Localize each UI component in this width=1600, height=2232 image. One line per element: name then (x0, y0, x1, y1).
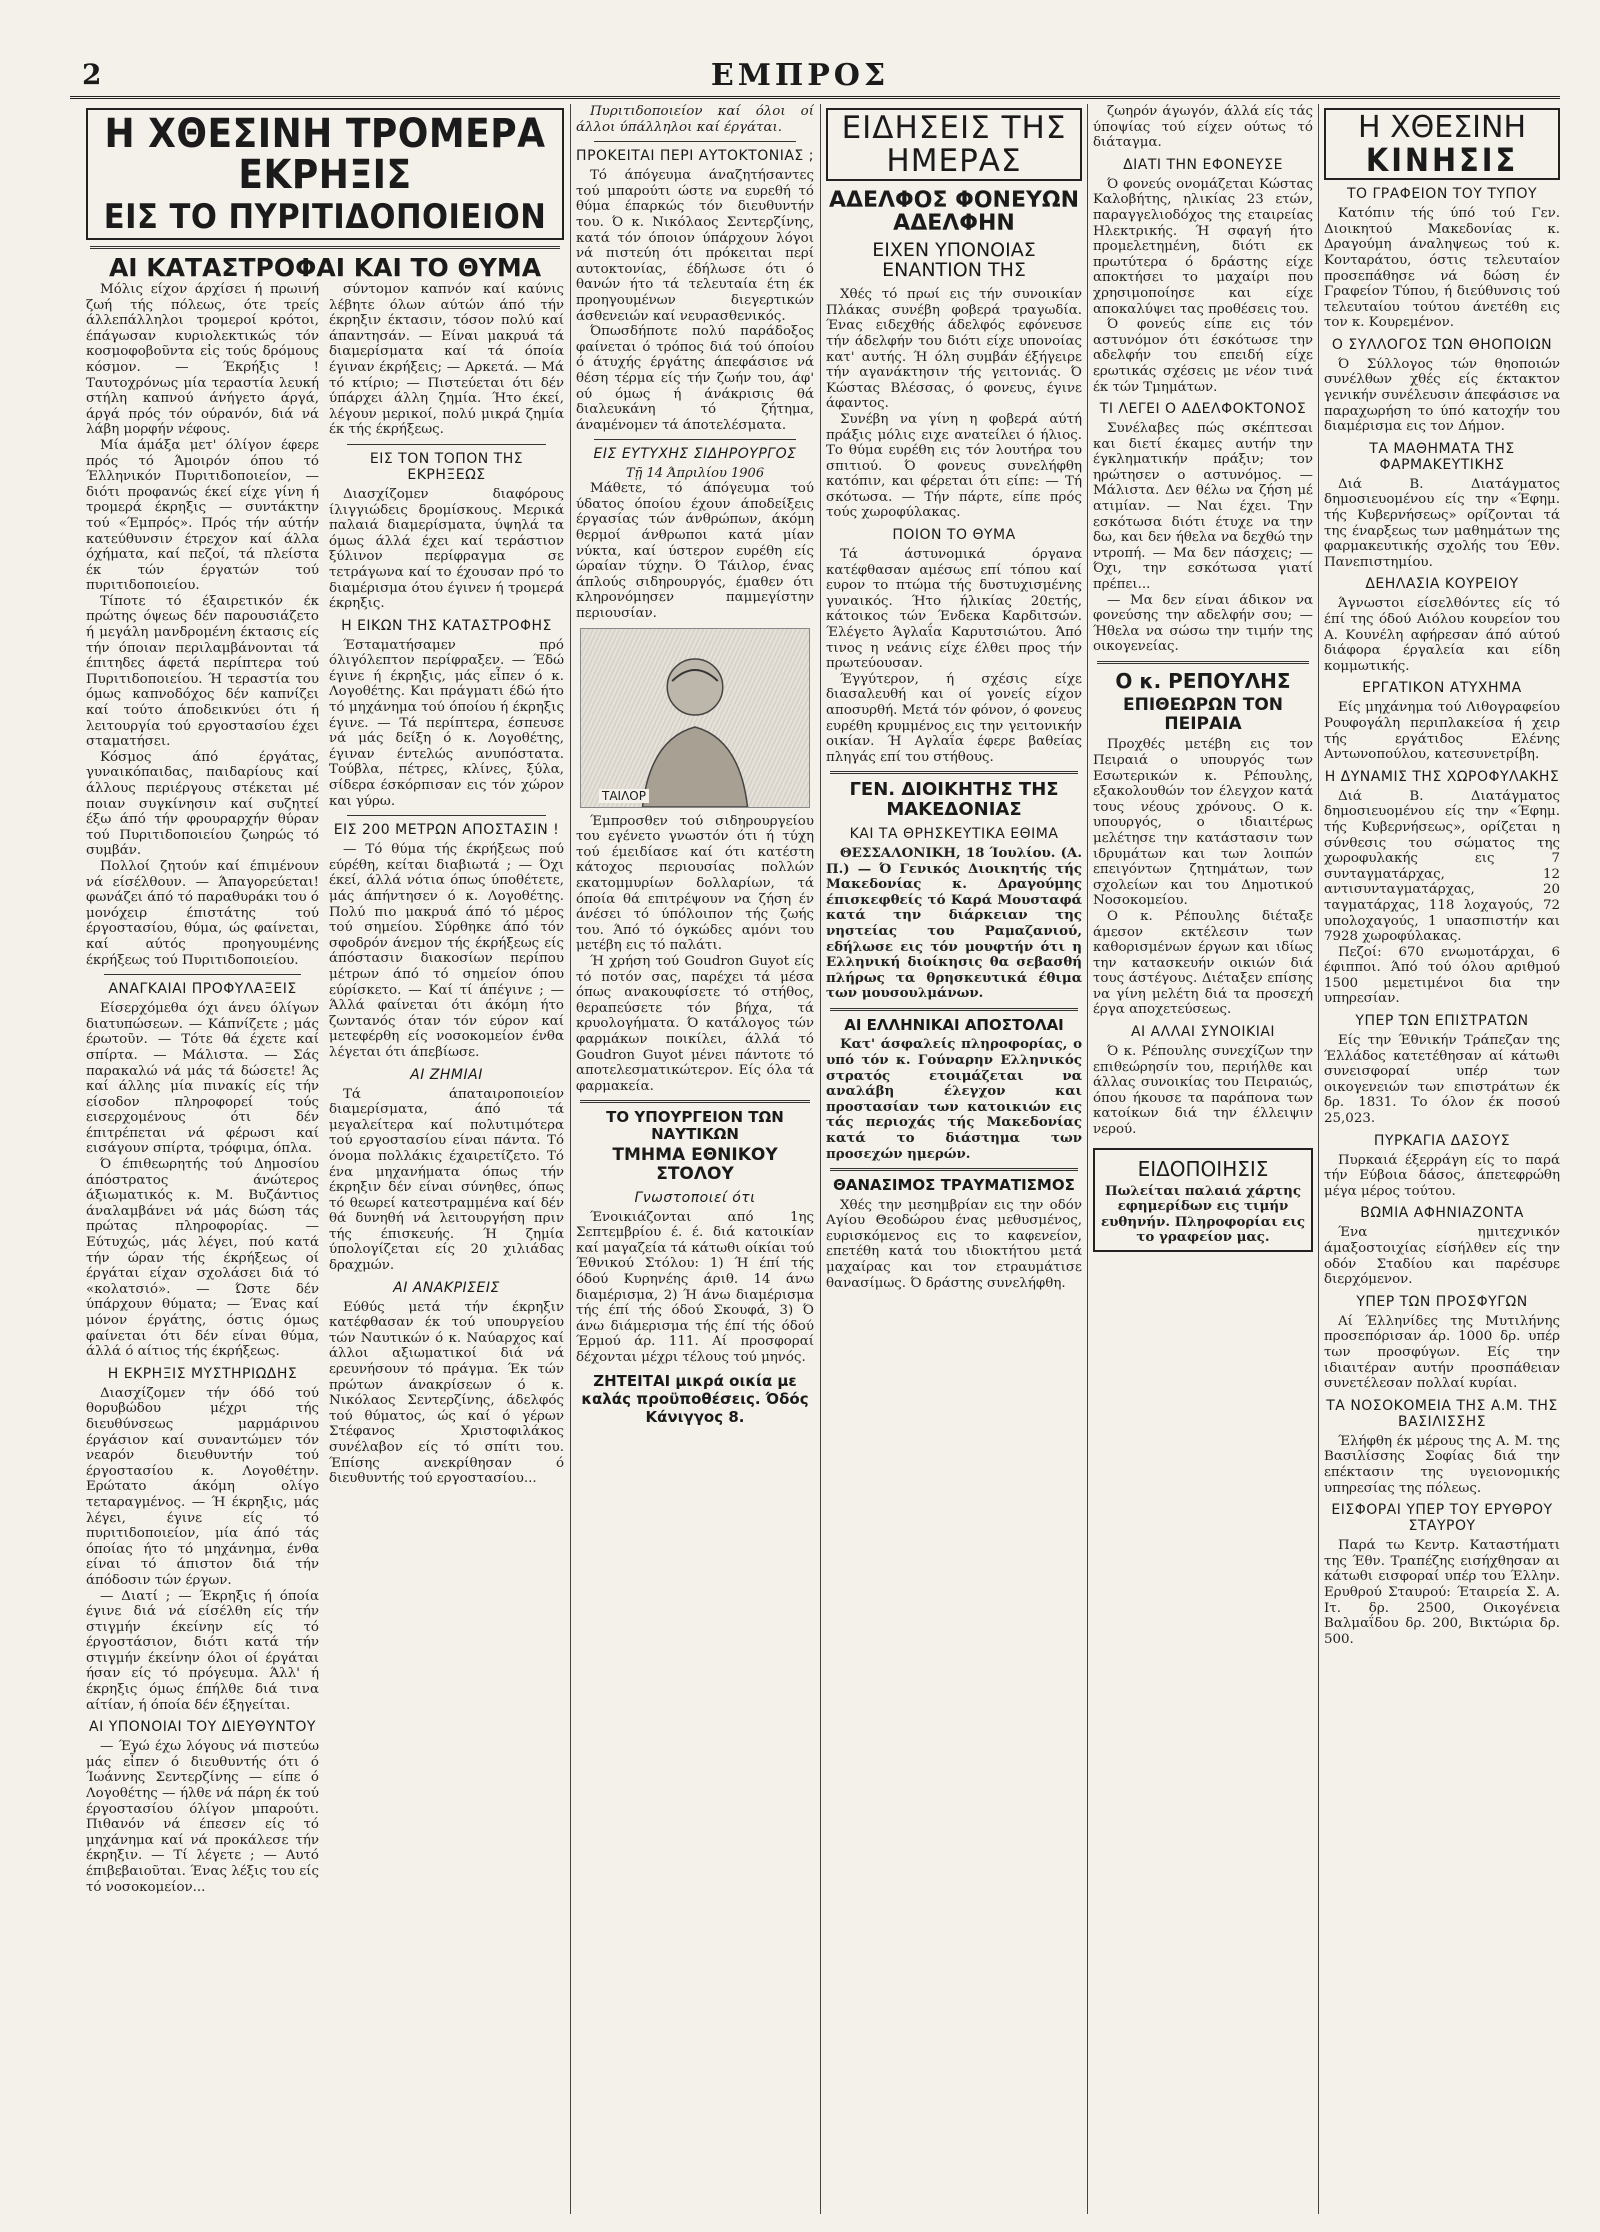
subheading: ΠΟΙΟΝ ΤΟ ΘΥΜΑ (892, 527, 1016, 544)
article-paragraph: Ό φονεύς είπε εις τόν αστυνόμον ότι έσκότωσε την αδελφήν του επειδή είχε ερωτικάς σχέσεις με νέον τινά έκ τών Τμημάτων. (1093, 317, 1313, 395)
section-rule (830, 1008, 1078, 1011)
article-paragraph: Τά άπαταιροποιείον διαμερίσματα, άπό τά μεγαλείτερα καί πολυτιμότερα τού εργοστασίου είναι πάντα. Τό όνομα πολλάκις έχαιρετίζετο. Τό ένα μηχανήματα όπως τήν έκρηξιν δέν είναι σύνηθες, όπως τό θεωρεί κατεστραμμένα καί δέν θά δυνηθή νά λειτουργήση πριν τής έπισκευής. Ή ζημία ύπολογίζεται είς 20 χιλιάδας δραχμών. (329, 1086, 564, 1274)
subheading: Ο ΣΥΛΛΟΓΟΣ ΤΩΝ ΘΗΟΠΟΙΩΝ (1331, 336, 1553, 353)
article-paragraph: ζωηρόν άγωγόν, άλλά είς τάς ύποψίας τού είχεν ούτως τό διάταγμα. (1093, 104, 1313, 151)
article-paragraph: Προχθές μετέβη εις τον Πειραιά ο υπουργός των Εσωτερικών κ. Ρέπουλης, εξακολουθών τον έλεγχον κατά τους νέους χρόνους. Ο κ. υπουργός, ο ιδιαιτέρως μελέτησε την κατάστασιν των ιδρυμάτων και των λοιπών επειγόντων ζητημάτων, των σχολείων και του Δημοτικού Νοσοκομείου. (1093, 737, 1313, 909)
subheading: Η ΔΥΝΑΜΙΣ ΤΗΣ ΧΩΡΟΦΥΛΑΚΗΣ (1324, 768, 1560, 785)
subheading: ΕΙΣ ΕΥΤΥΧΗΣ ΣΙΔΗΡΟΥΡΓΟΣ (593, 446, 797, 463)
subheading: ΓΕΝ. ΔΙΟΙΚΗΤΗΣ ΤΗΣ ΜΑΚΕΔΟΝΙΑΣ (849, 779, 1059, 821)
subheading: ΥΠΕΡ ΤΩΝ ΕΠΙΣΤΡΑΤΩΝ (1355, 1013, 1529, 1030)
subheading: ΚΑΙ ΤΑ ΘΡΗΣΚΕΥΤΙΚΑ ΕΘΙΜΑ (849, 825, 1059, 842)
article-paragraph: Ό κ. Ρέπουλης συνεχίζων την επιθεώρησίν του, περιήλθε και άλλας συνοικίας του Πειραιώς, όπου ήκουσε τα παράπονα των κατοίκων διά την έλλειψιν νερού. (1093, 1044, 1313, 1138)
subheading: ΕΡΓΑΤΙΚΟΝ ΑΤΥΧΗΜΑ (1362, 680, 1522, 697)
article-paragraph: Κατόπιν τής ύπό τού Γεν. Διοικητού Μακεδονίας κ. Δραγούμη άναληψεως τού κ. Κονταράτου, όστις τελευταίον προσεπάθησε νά δώση έν Γραφείον Τύπου, ή διεύθυνσις τού τελευταίου τούτου άνετέθη εις τον κ. Κουρεμένον. (1324, 206, 1560, 331)
lead-headline: Η ΧΘΕΣΙΝΗ ΤΡΟΜΕΡΑ ΕΚΡΗΞΙΣ (104, 111, 546, 198)
article-paragraph: Έσταματήσαμεν πρό όλιγόλεπτον περίφραξεν. — Έδώ έγινε ή έκρηξις, μάς εἶπεν ό κ. Λογοθέτης. Και πράγματι έδώ ήτο τό μηχάνημα τού όποίου ή έκρηξις έγινε. — Τά περίπτερα, έσπευσε νά μάς δείξη ό κ. Λογοθέτης, έγιναν έντελώς ανυπόστατα. Τούβλα, πέτρες, κλίνες, ξύλα, σίδερα έσκόρπισαν εις τόν χώρον και γύρω. (329, 637, 564, 809)
subheading: ΕΙΣ ΤΟΝ ΤΟΠΟΝ ΤΗΣ ΕΚΡΗΞΕΩΣ (369, 450, 524, 483)
article-paragraph: Τίποτε τό έξαιρετικόν έκ πρώτης όψεως δέν παρουσιάζετο ή μεγάλη μανδρομένη έκτασις είς τήν όποιαν περιλαμβάνονται τά έπιτηδες άφετά περίπτερα τού Πυριτιδοποιείου. Ή τεραστία του όμως καπνοδόχος δέν καπνίζει καί τούτο άποδεικνύει ότι ή λειτουργία τού εργοστασίου έχει σταματήσει. (86, 593, 319, 750)
story-headline: ΑΔΕΛΦΟΣ ΦΟΝΕΥΩΝ ΑΔΕΛΦΗΝ (828, 188, 1080, 237)
column-separator (570, 104, 571, 2214)
lead-deck: ΑΙ ΚΑΤΑΣΤΡΟΦΑΙ ΚΑΙ ΤΟ ΘΥΜΑ (108, 253, 542, 283)
article-paragraph: Χθές τό πρωί εις τήν συνοικίαν Πλάκας συνέβη φοβερά τραγωδία. Ένας ειδεχθής άδελφός εφόνευσε τήν άδελφήν του διότι είχε υπονοίας κατ' αυτής. Ή όλη συμβάν έξήγειρε τήν αγανάκτησιν τής γειτονιάς. Ό Κώστας Βλέσσας, ό φονευς, έγινε άφαντος. (826, 287, 1082, 412)
article-paragraph: Παρά τω Κεντρ. Καταστήματι της Έθν. Τραπέζης εισήχθησαν αι κάτωθι εισφοραί υπέρ του Έλλην. Ερυθρού Σταυρού: Έταιρεία Σ. Α. Ιτ. δρ. 2500, Οικογένεια Βαλμαΐδου δρ. 200, Βικτώρια δρ. 500. (1324, 1538, 1560, 1647)
subheading: ΑΙ ΑΝΑΚΡΙΣΕΙΣ (393, 1279, 500, 1296)
article-paragraph: Κόσμος άπό έργάτας, γυναικόπαιδας, παιδαρίους καί άλλους περιέργους στέκεται μέ ποιαν συγκίνησιν καί συζητεί έξω άπό τήν φρουραρχήν θύραν τού Πυριτιδοποιείου ζωηρώς τό συμβάν. (86, 749, 319, 859)
article-paragraph: Πυριτιδοποιείον καί όλοι οί άλλοι ύπάλληλοι καί έργάται. (576, 104, 814, 135)
subheading: Ο κ. ΡΕΠΟΥΛΗΣ (1115, 669, 1291, 693)
section-rule (830, 1168, 1078, 1171)
figure-caption: ΤΑΙΛΟΡ (599, 789, 649, 803)
subheading: Η ΕΚΡΗΞΙΣ ΜΥΣΤΗΡΙΩΔΗΣ (107, 1365, 298, 1382)
article-paragraph: Ο κ. Ρέπουλης διέταξε άμεσον εκτέλεσιν των καθορισμένων έργων και ιδίως την κατασκευήν οικιών διά τους άστέγους. Διέταξεν επίσης να γίνη μελέτη διά τα προσεχή έργα αποχετεύσεως. (1093, 908, 1313, 1018)
column-6-header (1324, 108, 1560, 180)
dateline: Τῇ 14 Άπριλίου 1906 (625, 466, 765, 482)
article-paragraph: Συνέλαβες πώς σκέπτεσαι και διετί έκαμες αυτήν την έγκληματικήν πράξιν; τον ηρώτησεν ο αστυνόμος. — Μάλιστα. Δεν θέλω να ζήση μέ ατιμίαν. — Ναι έχει. Την εσκότωσα διότι έτυχε να την δω, και δεν ήθελα να δεχθώ την ντροπή. — Μα δεν πάσχεις; — Όχι, την εσκότωσα γιατί πρέπει... (1093, 421, 1313, 593)
subheading: Γνωστοποιεί ότι (634, 1189, 756, 1206)
subheading: ΤΜΗΜΑ ΕΘΝΙΚΟΥ ΣΤΟΛΟΥ (612, 1145, 778, 1184)
portrait-illustration (580, 628, 810, 808)
subheading: ΤΟ ΓΡΑΦΕΙΟΝ ΤΟΥ ΤΥΠΟΥ (1346, 186, 1538, 203)
portrait-drawing (581, 629, 809, 807)
section-rule (594, 439, 796, 440)
subheading: ΔΙΑΤΙ ΤΗΝ ΕΦΟΝΕΥΣΕ (1123, 156, 1283, 173)
lead-subheadline: ΕΙΣ ΤΟ ΠΥΡΙΤΙΔΟΠΟΙΕΙΟΝ (103, 196, 547, 237)
section-rule (347, 815, 546, 816)
column-6 (1324, 104, 1560, 2214)
article-paragraph: Πυρκαιά έξερράγη είς το παρά τήν Εύβοια δάσος, άπετεφρώθη μέγα μέρος τούτου. (1324, 1152, 1560, 1199)
article-paragraph: Έμπροσθεν τού σιδηρουργείου του εγένετο γνωστόν ότι ή τύχη τού έμειδίασε καί ότι κατέστη κάτοχος περιουσίας πολλών εκατομμυρίων δολλαρίων, τά όποία θά επιτρέψουν να ζήση έν άνέσει τό ύπόλοιπον τής ζωής του. Άπό τό όγκώδες αμόνι του μετέβη εις τό παλάτι. (576, 813, 814, 954)
article-paragraph: Άγνωστοι είσελθόντες είς τό έπί της όδού Αιόλου κουρείον του Α. Κουνέλη αφήρεσαν άπό αύτού διάφορα έργαλεία και είδη κομμωτικής. (1324, 596, 1560, 674)
section-rule (580, 1100, 810, 1103)
section-rule (104, 974, 301, 975)
article-paragraph: Μάθετε, τό άπόγευμα τού ύδατος όποίου έχουν άποδείξεις έργασίας τών άνθρώπων, άκόμη θερμοί άνθρωποι κατά μίαν νύκτα, καί ύστερον ευρέθη είς ώραίαν τύχην. Ό Τάιλορ, ένας άπλούς σιδηρουργός, έμαθεν ότι κληρονόμησεν παμμεγίστην περιουσίαν. (576, 481, 814, 622)
article-paragraph: Έλήφθη έκ μέρους της Α. Μ. της Βασιλίσσης Σοφίας διά την επέκτασιν της υγειονομικής υπηρεσίας της πόλεως. (1324, 1433, 1560, 1496)
subheading: ΘΑΝΑΣΙΜΟΣ ΤΡΑΥΜΑΤΙΣΜΟΣ (833, 1176, 1075, 1195)
column-1 (86, 282, 319, 2214)
page-number: 2 (82, 58, 102, 91)
notice-text: Πωλείται παλαιά χάρτης εφημερίδων εις τιμήν ευθηνήν. Πληροφορίαι εις το γραφείον μας. (1101, 1182, 1305, 1246)
column-6-subtitle: ΚΙΝΗΣΙΣ (1365, 140, 1519, 179)
subheading: Η ΕΙΚΩΝ ΤΗΣ ΚΑΤΑΣΤΡΟΦΗΣ (341, 617, 552, 634)
article-paragraph: Μία άμάξα μετ' όλίγον έφερε πρός τό Άμοιρόν όπου τό Έλληνικόν Πυριτιδοποιείον, — διότι προφανώς έκεί είχε γίνη ή τρομερά έκρηξις — συντάκτην τού «Έμπρός». Πρός τήν αύτήν κατεύθυνσιν έτρεχον καί άλλα όχήματα, καί πεζοί, τά πλείστα έκ τών έργατών τού πυριτιδοποιείου. (86, 437, 319, 594)
article-paragraph: Τό άπόγευμα άναζητήσαντες τού μπαρούτι ώστε να ευρεθή τό θύμα έπαρκώς τόν διευθυντήν του. Ό κ. Νικόλαος Σεντερζίνης, κατά τόν όποιον ύπάρχουν λόγοι νά πιστεύη ότι πρόκειται περί αυτοκτονίας, έδήλωσε ότι ό θανών ήτο τά τελευταία έτη έκ προηγουμένων διεγερτικών άσθενειών καί νευρασθενικός. (576, 168, 814, 324)
notice-title: ΕΙΔΟΠΟΙΗΣΙΣ (1137, 1156, 1269, 1181)
article-paragraph: Διασχίζομεν τήν όδό τού θορυβώδου μέχρι τής διευθύνσεως μαρμάρινου έργάσιον καί συναντώμεν τόν νεαρόν διευθυντήν τού έργοστασίου κ. Λογοθέτην. Ερώτατο άκόμη ολίγο τεταραγμένος. — Ή έκρηξις, μάς λέγει, έγινε είς τό πυριτιδοποιείον, μία άπό τάς όποίας ήτο τό μηχάνημα, ένθα είναι τό άπιστον διά τήν άπόδοσιν τών έργων. (86, 1385, 319, 1588)
header-rule (70, 96, 1560, 99)
article-paragraph: — Έγώ έχω λόγους νά πιστεύω μάς εἶπεν ό διευθυντής ότι ό Ίωάννης Σεντερζίνης — είπε ό Λογοθέτης — ήλθε νά πάρη έκ τού έργοστασίου όλίγον μπαρούτι. Πιθανόν νά έπεσεν είς τό μηχάνημα καί νά προκάλεσε τήν έκρηξιν. — Τί λέγετε ; — Αυτό έπιβεβαιοῦται. Ένας λέξις του είς τό νοσοκομείον... (86, 1739, 319, 1895)
article-paragraph: — Διατί ; — Έκρηξις ή όποία έγινε διά νά είσέλθη είς τήν στιγμήν έκείνην είς τό έργοστάσιον, διότι κατά τήν στιγμήν έκείνην όλοι οί έργάται ήσαν είς τό πρόγευμα. Άλλ' ή έκρηξις όμως έπήλθε διά τινα αίτίαν, ή όποία δέν έξηγείται. (86, 1588, 319, 1713)
article-paragraph: ΘΕΣΣΑΛΟΝΙΚΗ, 18 Ίουλίου. (Α. Π.) — Ό Γενικός Διοικητής τής Μακεδονίας κ. Δραγούμης έπισκεφθείς τό Καρά Μουσταφά κατά την διάρκειαν της νηστείας του Ραμαζανιού, εδήλωσε εις τόν μουφτήν ότι η Ελληνική διοίκησις θα σεβασθή πλήρως τα θρησκευτικά έθιμα των μουσουλμάνων. (826, 844, 1082, 1002)
column-4 (826, 104, 1082, 2214)
article-paragraph: Ό φονεύς ονομάζεται Κώστας Καλοβήτης, ηλικίας 23 ετών, παραγγελιοδόχος της εταιρείας Ηλεκτρικής. Ή σφαγή ήτο προμελετημένη, διότι εκ πρωτύτερα ό δράστης είχε αποκτήσει το μαχαίρι που χρησιμοποίησε και είχε αποκαλύψει τας προθέσεις του. (1093, 176, 1313, 317)
article-paragraph: Κατ' άσφαλείς πληροφορίας, ο υπό τόν κ. Γούναρην Ελληνικός στρατός ετοιμάζεται να αναλάβη έλεγχον και προστασίαν των κατοικιών εις τάς περιοχάς τής Μακεδονίας κατά το διάστημα των προσεχών ημερών. (826, 1036, 1082, 1162)
article-paragraph: Όπωσδήποτε πολύ παράδοξος φαίνεται ό τρόπος διά τού όποίου ό άτυχής έργάτης άπεφάσισε νά θέση τέρμα είς τήν ζωήν του, άφ' ού όμως ή άνάκρισις θά διαλευκάνη τό ζήτημα, άναμένομεν τά άποτελέσματα. (576, 324, 814, 433)
notice-box (1093, 1148, 1313, 1252)
article-paragraph: — Τό θύμα τής έκρήξεως πού εύρέθη, κείται διαβιωτά ; — Όχι έκεί, άλλά νότια όπως ύποθέτετε, μάς άπήντησεν ό κ. Λογοθέτης. Πολύ πιο μακρυά άπό τό μέρος τού σημείου. Σύρθηκε άπό τόν σφοδρόν άνεμον τής έκρήξεως είς άπόστασιν διακοσίων περίπου μέτρων άπό τό σημείον όπου εύρίσκετο. — Καί τί άπέγινε ; — Άλλά φαίνεται ότι άκόμη ήτο ζωντανός όταν τόν εύρον καί μετεφέρθη είς νοσοκομείον ένθα λέγεται ότι άπεβίωσε. (329, 842, 564, 1060)
article-paragraph: σύντομον καπνόν καί καύνις λέβητε όλων αύτών άπό τήν έκρηξιν έκτασιν, τόσον πολύ καί άπαντησάν. — Είναι μακρυά τά διαμερίσματα καί τά όποία έγιναν έκρήξεις; — Αρκετά. — Μά τό κτίριο; — Πιστεύεται ότι δέν ύπάρχει άλλη ζημία. Ήτο έκεί, λέγουν μερικοί, πολύ μικρά ζημία έκ τής έκρήξεως. (329, 282, 564, 438)
article-paragraph: Είς την Έθνικήν Τράπεζαν της Έλλάδος κατετέθησαν αί κάτωθι συνεισφοραί υπέρ των οικογενειών των επιστράτων έκ δρ. 1831. Το όλον έκ ποσού 25,023. (1324, 1033, 1560, 1127)
article-paragraph: Ό έπιθεωρητής τού Δημοσίου άπόστρατος άνώτερος άξιωματικός κ. Μ. Βυζάντιος άναλαμβάνει νά μάς δώση τάς πρώτας πληροφορίας. — Εύτυχώς, μάς λέγει, πού κατά τήν ώραν τής έκρήξεως οί έργάται είχαν σχολάσει διά τό «κολατσιό». — Ώστε δέν ύπάρχουν θύματα; — Ένας καί μόνον έργάτης, όστις όμως φαίνεται ότι δέν είναι θύμα, άλλά ό αίτιος τής έκρήξεως. (86, 1157, 319, 1360)
subheading: ΤΙ ΛΕΓΕΙ Ο ΑΔΕΛΦΟΚΤΟΝΟΣ (1099, 401, 1307, 418)
subheading: ΑΝΑΓΚΑΙΑΙ ΠΡΟΦΥΛΑΞΕΙΣ (108, 981, 297, 998)
column-3 (576, 104, 814, 2214)
section-rule (347, 444, 546, 445)
subheading: ΤΟ ΥΠΟΥΡΓΕΙΟΝ ΤΩΝ ΝΑΥΤΙΚΩΝ (606, 1108, 784, 1143)
subheading: ΕΠΙΘΕΩΡΩΝ ΤΟΝ ΠΕΙΡΑΙΑ (1122, 695, 1283, 734)
subheading: ΠΥΡΚΑΓΙΑ ΔΑΣΟΥΣ (1373, 1132, 1511, 1149)
article-paragraph: Πολλοί ζητούν καί έπιμένουν νά είσέλθουν. — Άπαγορεύεται! φωνάζει άπό τό παραθυράκι του ό μονόχειρ έπιστάτης τού έργοστασίου, θύμα, ώς φαίνεται, καί αύτός προηγουμένης έκρήξεως τού Πυριτιδοποιείου. (86, 858, 319, 968)
headline-rule (90, 246, 560, 249)
news-banner-title: ΕΙΔΗΣΕΙΣ ΤΗΣ ΗΜΕΡΑΣ (841, 110, 1067, 179)
subheading: ΑΙ ΥΠΟΝΟΙΑΙ ΤΟΥ ΔΙΕΥΘΥΝΤΟΥ (89, 1719, 316, 1736)
article-paragraph: Είσερχόμεθα όχι άνευ όλίγων διατυπώσεων. — Κάπνίζετε ; μάς έρωτοῦν. — Τότε θά έχετε καί σπίρτα. — Μάλιστα. — Σάς παρακαλώ νά μάς τά δώσετε! Άς καί άλλης μία πινακίς είς τήν είσοδον πληροφορεί τούς εισερχομένους ότι δέν έπιτρέπεται νά φέρωσι καί εισάγουν σπίρτα, τρόφιμα, όπλα. (86, 1001, 319, 1157)
column-separator (820, 104, 821, 2214)
subheading: ΕΙΣ 200 ΜΕΤΡΩΝ ΑΠΟΣΤΑΣΙΝ ! (333, 822, 560, 839)
subheading: ΔΕΗΛΑΣΙΑ ΚΟΥΡΕΙΟΥ (1365, 576, 1519, 593)
subheading: ΠΡΟΚΕΙΤΑΙ ΠΕΡΙ ΑΥΤΟΚΤΟΝΙΑΣ ; (576, 148, 814, 165)
masthead: ΕΜΠΡΟΣ (710, 58, 890, 93)
subheading: ΒΩΜΙΑ ΑΦΗΝΙΑΖΟΝΤΑ (1360, 1205, 1524, 1222)
article-paragraph: Ένοικιάζονται από 1ης Σεπτεμβρίου έ. έ. διά κατοικίαν καί μαγαζεία τά κάτωθι οίκίαι τού Έθνικού Στόλου: 1) Ή έπί τής όδού Κυρηνέης άριθ. 14 άνω διαμέρισμα, 2) Ή άνω διαμέρισμα τής έπί τής όδού Σκουφά, 3) Ό άνω διάμερισμα τής έπί τής όδού Έρμού άρ. 111. Αί προσφοραί δέχονται μέχρι τέλους τού μηνός. (576, 1209, 814, 1366)
subheading: ΑΙ ΖΗΜΙΑΙ (410, 1066, 483, 1083)
article-paragraph: Διά Β. Διατάγματος δημοσιευομένου είς την «Έφημ. τής Κυβερνήσεως», ορίζεται η σύνθεσις του σώματος της χωροφυλακής εις 7 συνταγματάρχας, 12 αντισυνταγματάρχας, 20 ταγματάρχας, 118 λοχαγούς, 72 υπολοχαγούς, 1 υπασπιστήν και 7928 χωροφύλακας. (1324, 788, 1560, 945)
section-rule (830, 771, 1078, 774)
article-paragraph: Συνέβη να γίνη η φοβερά αύτή πράξις μόλις ειχε ανατείλει ό ήλιος. Το θύμα ευρέθη εις τόν λουτήρα του σπιτιού. Ό φονευς συνελήφθη κατόπιν, και φέρεται ότι είπε: — Τή σκότωσα. — Τήν πάρτε, είπε πρός τούς χωροφύλακας. (826, 411, 1082, 521)
article-paragraph: Διά Β. Διατάγματος δημοσιευομένου είς την «Έφημ. τής Κυβερνήσεως» ορίζονται τά της έναρξεως των μαθημάτων της φαρμακευτικής σχολής του Έθν. Πανεπιστημίου. (1324, 476, 1560, 570)
article-paragraph: — Μα δεν είναι άδικον να φονεύσης την αδελφήν σου; — Ήθελα να σώσω την τιμήν της οικογενείας. (1093, 592, 1313, 655)
subheading: ΕΙΣΦΟΡΑΙ ΥΠΕΡ ΤΟΥ ΕΡΥΘΡΟΥ ΣΤΑΥΡΟΥ (1331, 1502, 1553, 1535)
article-paragraph: Τά άστυνομικά όργανα κατέφθασαν αμέσως επί τόπου καί ευρον το πτώμα τής δυστυχισμένης γυναικός. Ήτο ήλικίας 20ετής, κάτοικος τών Ένδεκα Καρδιτσών. Έλέγετο Άγλαΐα Καρυτσιώτου. Άπό τινος η νεάνις είχε έλθει προς τήν πρωτεύουσαν. (826, 547, 1082, 672)
column-5 (1093, 104, 1313, 2214)
news-banner (826, 108, 1082, 181)
page-header (0, 0, 1600, 93)
classified-ad: ΖΗΤΕΙΤΑΙ μικρά οικία με καλάς προϋποθέσεις. Όδός Κάνιγγος 8. (581, 1371, 809, 1426)
subheading: ΤΑ ΝΟΣΟΚΟΜΕΙΑ ΤΗΣ Α.Μ. ΤΗΣ ΒΑΣΙΛΙΣΣΗΣ (1326, 1397, 1558, 1430)
article-paragraph: Χθές την μεσημβρίαν εις την οδόν Αγίου Θεοδώρου ένας μεθυσμένος, ευρισκόμενος εις το καφενείον, επετέθη κατά του ιδιοκτήτου μετά μαχαίρας και τον ετραυμάτισε θανασίμως. Ό δράστης συνελήφθη. (826, 1197, 1082, 1291)
subheading: ΤΑ ΜΑΘΗΜΑΤΑ ΤΗΣ ΦΑΡΜΑΚΕΥΤΙΚΗΣ (1369, 440, 1515, 473)
story-deck: ΕΙΧΕΝ ΥΠΟΝΟΙΑΣ ΕΝΑΝΤΙΟΝ ΤΗΣ (872, 239, 1036, 282)
article-paragraph: Διασχίζομεν διαφόρους ίλιγγιώδεις δρομίσκους. Μερικά παλαιά διαμερίσματα, ύψηλά τα όμως άλλά έχει καί τεράστιον ξύλινον περίφραγμα σε τετράγωνα καί το έχουσαν πρό το διαμέρισμα ότου έγινεν ή τρομερά έκρηξις. (329, 486, 564, 612)
article-paragraph: Ένα ημιτεχνικόν άμαξοστοιχίας είσήλθεν είς την οδόν Σταδίου και παρέσυρε διερχόμενον. (1324, 1225, 1560, 1288)
article-paragraph: Ό Σύλλογος τών θηοποιών συνέλθων χθές είς έκτακτον γενικήν συνέλευσιν άπεφάσισε να παραχωρήση το ύπό κατοχήν του διαμέρισμα εις τον Δήμον. (1324, 356, 1560, 435)
article-paragraph: Αί Έλληνίδες της Μυτιλήνης προσεπόρισαν άρ. 1000 δρ. υπέρ των προσφύγων. Είς την ιδιαιτέραν αυτήν προσπάθειαν συνετέλεσαν πολλαί κυρίαι. (1324, 1313, 1560, 1392)
section-rule (594, 141, 796, 142)
article-paragraph: Είς μηχάνημα τού Λιθογραφείου Ρουφογάλη περιπλακείσα ή χειρ τής εργάτιδος Ελένης Αντωνοπούλου, κατεσυνετρίβη. (1324, 700, 1560, 763)
article-paragraph: Έγγύτερον, ή σχέσις είχε διασαλευθή και οί γονείς είχον αποσυρθή. Μετά τόν φόνον, ό φονευς ευρέθη κρυμμένος εις την γειτονικήν οικίαν. Ή Αγλαΐα έφερε βαθείας πληγάς επί του στήθους. (826, 671, 1082, 765)
column-2 (329, 282, 564, 2214)
article-paragraph: Πεζοί: 670 ενωμοτάρχαι, 6 έφιπποι. Άπό τού όλου αριθμού 1500 μεμετιμένοι δια την υπηρεσίαν. (1324, 944, 1560, 1007)
column-separator (1087, 104, 1088, 2214)
subheading: ΑΙ ΑΛΛΑΙ ΣΥΝΟΙΚΙΑΙ (1130, 1024, 1276, 1041)
column-separator (1318, 104, 1319, 2214)
article-paragraph: Μόλις είχον άρχίσει ή πρωινή ζωή τής πόλεως, ότε τρείς άλλεπάλληλοι τρομεροί κρότοι, έπάγωσαν κυριολεκτικώς τόν κοσμοφοβοῦντα εἰς τούς δρόμους κόσμον. — Έκρήξις ! Ταυτοχρόνως μία τεραστία λευκή στήλη καπνού άνήγετο άργά, άργά πρός τόν ούρανόν, διά νά λάβη μορφήν νέφους. (86, 282, 319, 438)
subheading: ΑΙ ΕΛΛΗΝΙΚΑΙ ΑΠΟΣΤΟΛΑΙ (844, 1015, 1064, 1034)
column-6-title: Η ΧΘΕΣΙΝΗ (1357, 110, 1527, 145)
subheading: ΥΠΕΡ ΤΩΝ ΠΡΟΣΦΥΓΩΝ (1356, 1293, 1528, 1310)
article-paragraph: Ή χρήση τού Goudron Guyot είς τό ποτόν σας, παρέχει τά μέσα όπως ανακουφίσετε τό στήθος, θεραπεύσετε τόν βήχα, τά κρυολογήματα. Ό κατάλογος τών φαρμάκων ποικίλει, άλλά τό Goudron Guyot μένει πάντοτε τό αποτελεσματικώτερον. Είς όλα τά φαρμακεία. (576, 953, 814, 1094)
section-rule (1097, 661, 1309, 664)
article-paragraph: Εύθύς μετά τήν έκρηξιν κατέφθασαν έκ τού υπουργείου τών Ναυτικών ό κ. Ναύαρχος καί άλλοι αξιωματικοί διά νά ερευνήσουν τό πράγμα. Έκ τών πρώτων άνακρίσεων ό κ. Νικόλαος Σεντερζίνης, άδελφός τού θύματος, ώς καί ό γέρων Στέφανος Χριστοφιλάκος συνέλαβον είς τό σπίτι του. Έπίσης ανεκρίθησαν ό διευθυντής τού εργοστασίου... (329, 1299, 564, 1487)
lead-headline-box (86, 108, 564, 240)
